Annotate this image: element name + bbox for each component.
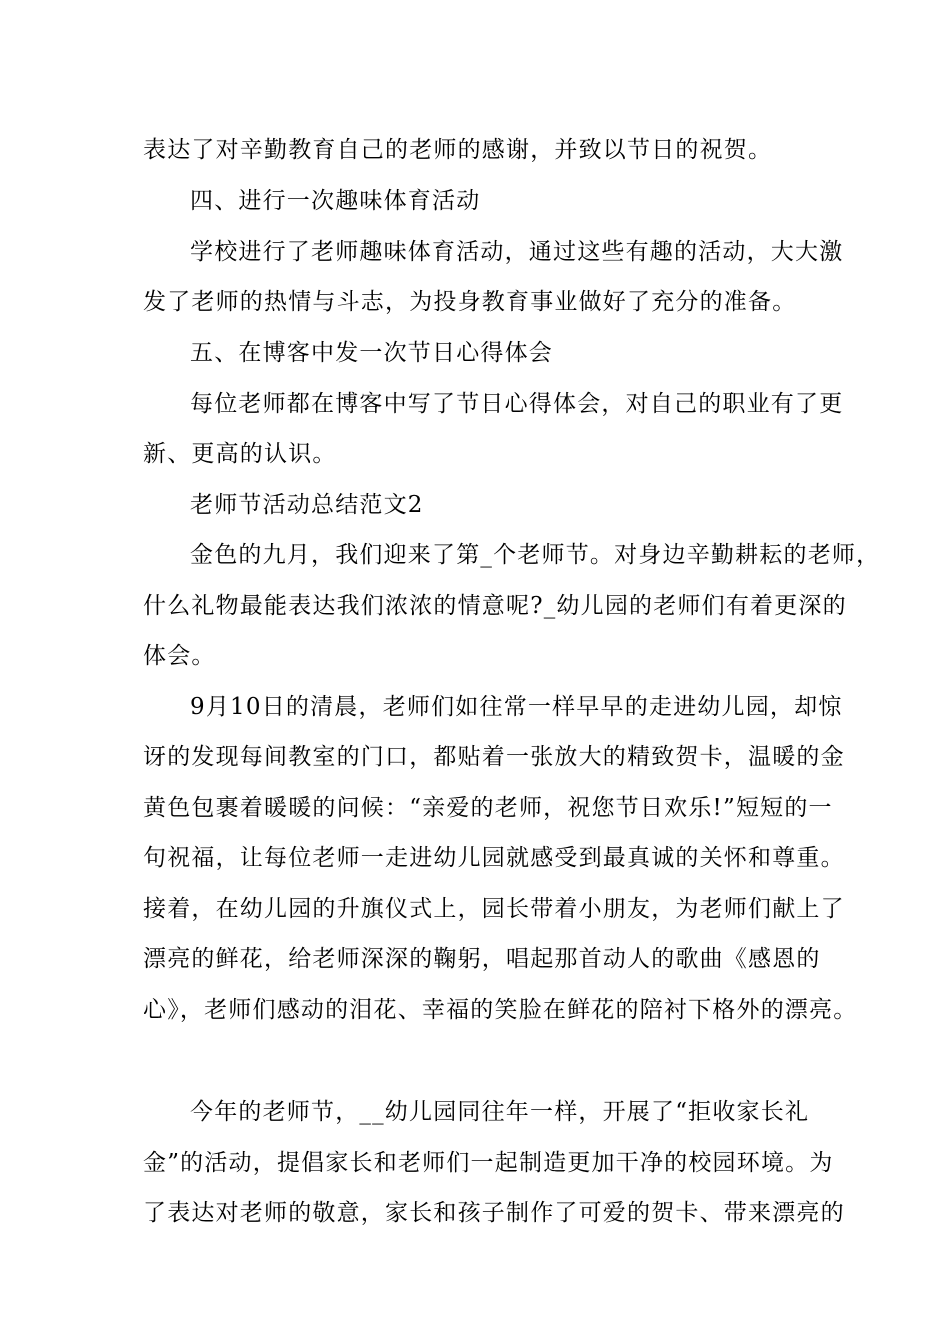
text-line: 学校进行了老师趣味体育活动，通过这些有趣的活动，大大激	[190, 239, 844, 265]
text-line: 9月10日的清晨，老师们如往常一样早早的走进幼儿园，却惊	[190, 694, 843, 720]
text-line: 表达了对辛勤教育自己的老师的感谢，并致以节日的祝贺。	[143, 137, 773, 163]
text-line: 体会。	[143, 643, 216, 669]
text-line: 漂亮的鲜花，给老师深深的鞠躬，唱起那首动人的歌曲《感恩的	[143, 946, 821, 972]
section-heading: 五、在博客中发一次节日心得体会	[190, 340, 553, 366]
section-heading: 四、进行一次趣味体育活动	[190, 188, 481, 214]
text-line: 接着，在幼儿园的升旗仪式上，园长带着小朋友，为老师们献上了	[143, 896, 845, 922]
text-line: 每位老师都在博客中写了节日心得体会，对自己的职业有了更	[190, 391, 844, 417]
text-line: 金色的九月，我们迎来了第_个老师节。对身边辛勤耕耘的老师，	[190, 542, 881, 568]
text-line: 今年的老师节，__幼儿园同往年一样，开展了“拒收家长礼	[190, 1099, 810, 1125]
text-line: 黄色包裹着暖暖的问候：“亲爱的老师，祝您节日欢乐!”短短的一	[143, 795, 833, 821]
text-line: 句祝福，让每位老师一走进幼儿园就感受到最真诚的关怀和尊重。	[143, 845, 845, 871]
text-line: 金”的活动，提倡家长和老师们一起制造更加干净的校园环境。为	[143, 1150, 834, 1176]
text-line: 什么礼物最能表达我们浓浓的情意呢?_幼儿园的老师们有着更深的	[143, 593, 847, 619]
text-line: 心》，老师们感动的泪花、幸福的笑脸在鲜花的陪衬下格外的漂亮。	[143, 997, 858, 1023]
text-line: 了表达对老师的敬意，家长和孩子制作了可爱的贺卡、带来漂亮的	[143, 1200, 845, 1226]
text-line: 讶的发现每间教室的门口，都贴着一张放大的精致贺卡，温暖的金	[143, 744, 845, 770]
text-line: 新、更高的认识。	[143, 441, 337, 467]
text-line: 发了老师的热情与斗志，为投身教育事业做好了充分的准备。	[143, 289, 797, 315]
section-heading: 老师节活动总结范文2	[190, 492, 424, 518]
